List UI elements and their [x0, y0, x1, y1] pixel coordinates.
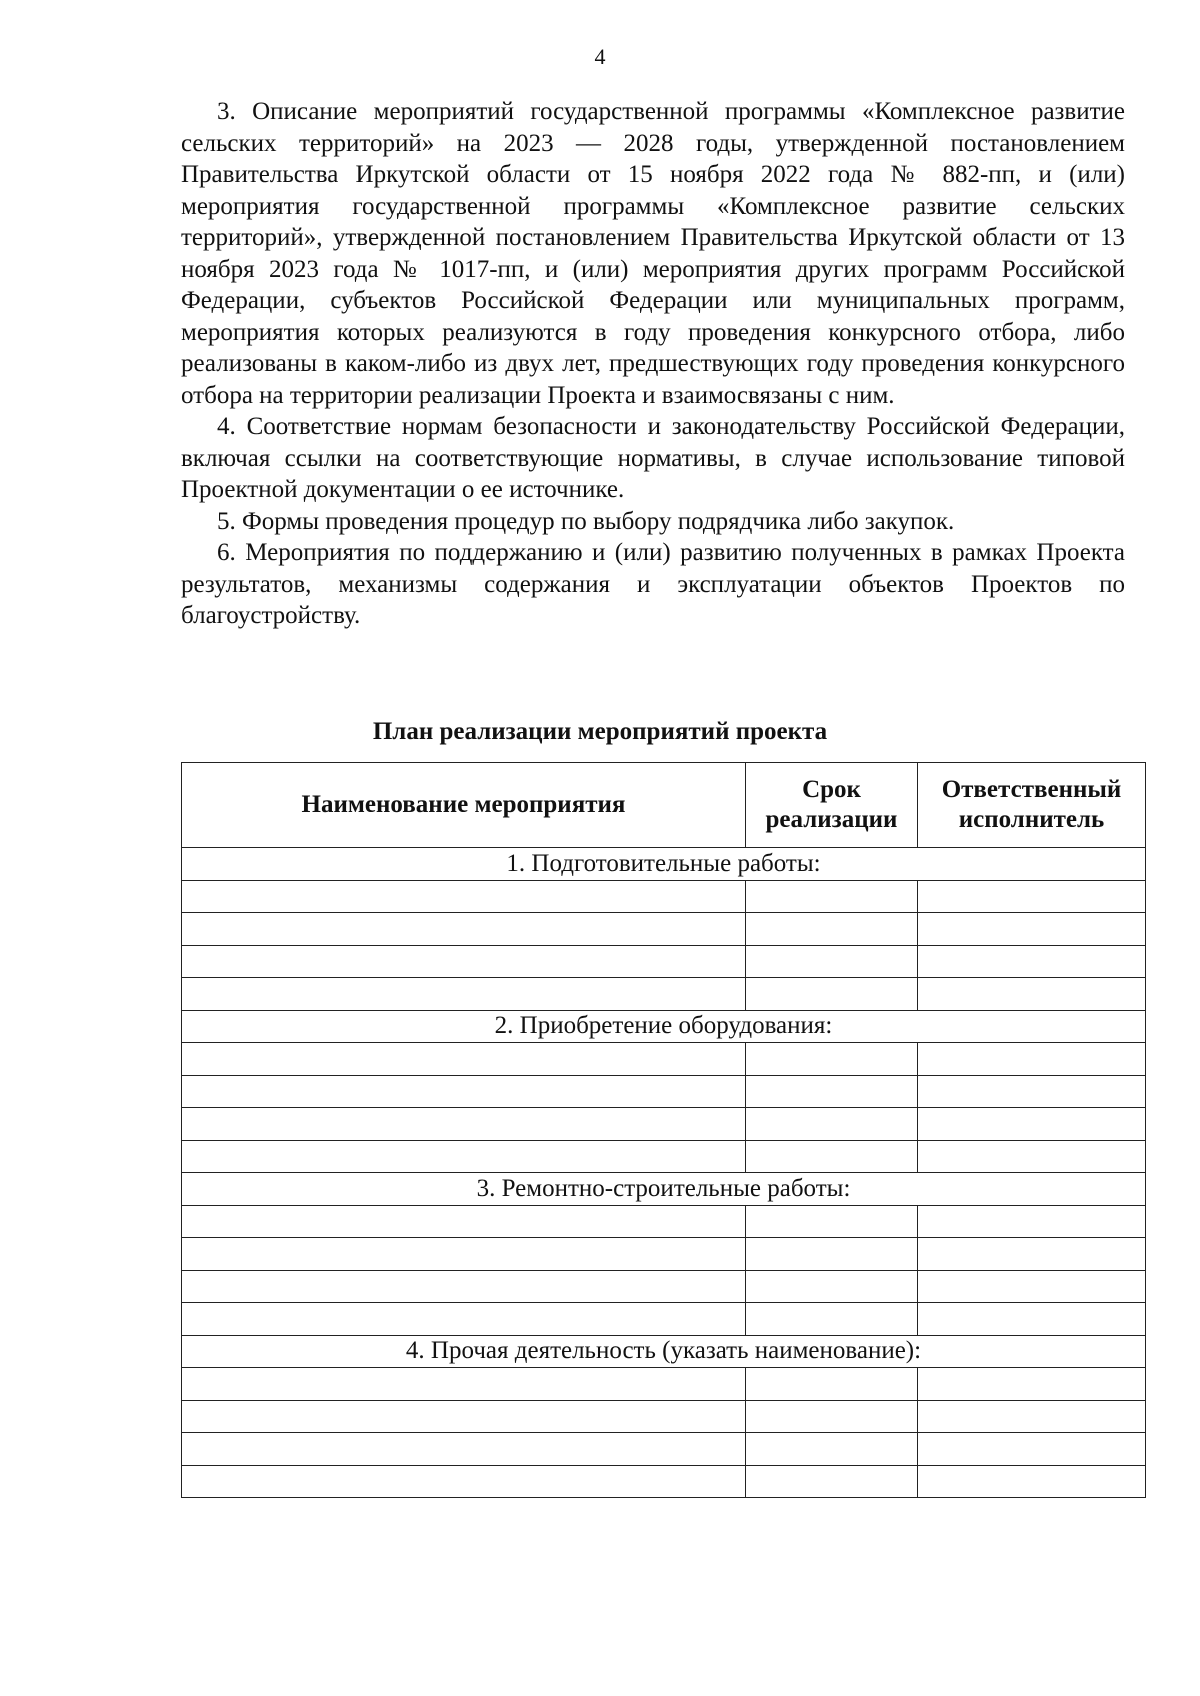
table-cell[interactable]: [182, 1205, 746, 1238]
table-cell[interactable]: [918, 1368, 1146, 1401]
table-cell[interactable]: [182, 880, 746, 913]
header-responsible: [918, 763, 1146, 848]
section-title: 4. Прочая деятельность (указать наименование):: [182, 1335, 1146, 1368]
table-cell[interactable]: [918, 1205, 1146, 1238]
table-row: [182, 1433, 1146, 1466]
table-cell[interactable]: [182, 1108, 746, 1141]
table-cell[interactable]: [918, 1433, 1146, 1466]
table-cell[interactable]: [182, 1400, 746, 1433]
table-cell[interactable]: [746, 1238, 918, 1271]
table-cell[interactable]: [746, 1303, 918, 1336]
table-cell[interactable]: [918, 1400, 1146, 1433]
table-cell[interactable]: [746, 1433, 918, 1466]
section-title: 3. Ремонтно-строительные работы:: [182, 1173, 1146, 1206]
header-term-line1: Срок: [802, 776, 861, 803]
table-cell[interactable]: [182, 1075, 746, 1108]
table-cell[interactable]: [918, 1140, 1146, 1173]
page-number: 4: [594, 44, 606, 69]
section-row: [182, 848, 1146, 881]
paragraph-4: 4. Соответствие нормам безопасности и законодательству Российской Федерации, включая ссылки на соответствующие нормативы, в случае использование типовой Проектной документации о ее источнике.: [181, 413, 1125, 503]
table-row: [182, 1140, 1146, 1173]
table-cell[interactable]: [182, 1368, 746, 1401]
table-cell[interactable]: [182, 1465, 746, 1498]
table-cell[interactable]: [918, 1303, 1146, 1336]
body-text: [181, 96, 1125, 632]
table-cell[interactable]: [918, 978, 1146, 1011]
header-term-line2: реализации: [765, 806, 898, 833]
table-row: [182, 1238, 1146, 1271]
table-cell[interactable]: [182, 1043, 746, 1076]
table-cell[interactable]: [746, 913, 918, 946]
section-row: [182, 1010, 1146, 1043]
table-row: [182, 1368, 1146, 1401]
plan-table: [181, 762, 1146, 1498]
header-name: Наименование мероприятия: [182, 763, 746, 848]
table-cell[interactable]: [918, 1075, 1146, 1108]
table-cell[interactable]: [918, 1465, 1146, 1498]
table-cell[interactable]: [182, 1303, 746, 1336]
table-cell[interactable]: [182, 1433, 746, 1466]
table-cell[interactable]: [746, 1400, 918, 1433]
table-row: [182, 1465, 1146, 1498]
table-row: [182, 1043, 1146, 1076]
table-cell[interactable]: [746, 1465, 918, 1498]
table-cell[interactable]: [746, 1140, 918, 1173]
table-cell[interactable]: [746, 1108, 918, 1141]
table-header-row: [182, 763, 1146, 848]
table-row: [182, 1205, 1146, 1238]
section-row: [182, 1335, 1146, 1368]
section-row: [182, 1173, 1146, 1206]
table-cell[interactable]: [746, 1368, 918, 1401]
table-cell[interactable]: [918, 880, 1146, 913]
table-row: [182, 1270, 1146, 1303]
table-cell[interactable]: [918, 945, 1146, 978]
section-title: 1. Подготовительные работы:: [182, 848, 1146, 881]
table-cell[interactable]: [182, 945, 746, 978]
table-cell[interactable]: [182, 1270, 746, 1303]
paragraph-6: 6. Мероприятия по поддержанию и (или) развитию полученных в рамках Проекта результатов, механизмы содержания и эксплуатации объектов Проектов по благоустройству.: [181, 539, 1125, 629]
table-cell[interactable]: [746, 1270, 918, 1303]
table-row: [182, 1075, 1146, 1108]
header-term: [746, 763, 918, 848]
table-cell[interactable]: [746, 945, 918, 978]
table-cell[interactable]: [918, 913, 1146, 946]
table-cell[interactable]: [918, 1108, 1146, 1141]
table-cell[interactable]: [182, 978, 746, 1011]
table-cell[interactable]: [746, 1075, 918, 1108]
table-cell[interactable]: [746, 978, 918, 1011]
header-responsible-line2: исполнитель: [958, 806, 1105, 833]
table-row: [182, 978, 1146, 1011]
table-row: [182, 1400, 1146, 1433]
table-cell[interactable]: [746, 1043, 918, 1076]
table-row: [182, 913, 1146, 946]
table-cell[interactable]: [182, 1238, 746, 1271]
table-cell[interactable]: [918, 1043, 1146, 1076]
table-cell[interactable]: [746, 880, 918, 913]
header-responsible-line1: Ответственный: [941, 776, 1122, 803]
table-cell[interactable]: [182, 1140, 746, 1173]
table-cell[interactable]: [918, 1238, 1146, 1271]
paragraph-5: 5. Формы проведения процедур по выбору подрядчика либо закупок.: [217, 507, 955, 535]
table-title: План реализации мероприятий проекта: [372, 718, 828, 745]
paragraph-3: 3. Описание мероприятий государственной программы «Комплексное развитие сельских территорий» на 2023 — 2028 годы, утвержденной постановлением Правительства Иркутской области от 15 ноября 2022 года № 882-пп, и (или) мероприятия государственной программы «Комплексное развитие сельских территорий», утвержденной постановлением Правительства Иркутской области от 13 ноября 2023 года № 1017-пп, и (или) мероприятия других программ Российской Федерации, субъектов Российской Федерации или муниципальных программ, мероприятия которых реализуются в году проведения конкурсного отбора, либо реализованы в каком-либо из двух лет, предшествующих году проведения конкурсного отбора на территории реализации Проекта и взаимосвязаны с ним.: [181, 98, 1125, 409]
table-row: [182, 880, 1146, 913]
section-title: 2. Приобретение оборудования:: [182, 1010, 1146, 1043]
table-row: [182, 1108, 1146, 1141]
table-row: [182, 945, 1146, 978]
table-cell[interactable]: [918, 1270, 1146, 1303]
table-row: [182, 1303, 1146, 1336]
table-cell[interactable]: [746, 1205, 918, 1238]
table-cell[interactable]: [182, 913, 746, 946]
